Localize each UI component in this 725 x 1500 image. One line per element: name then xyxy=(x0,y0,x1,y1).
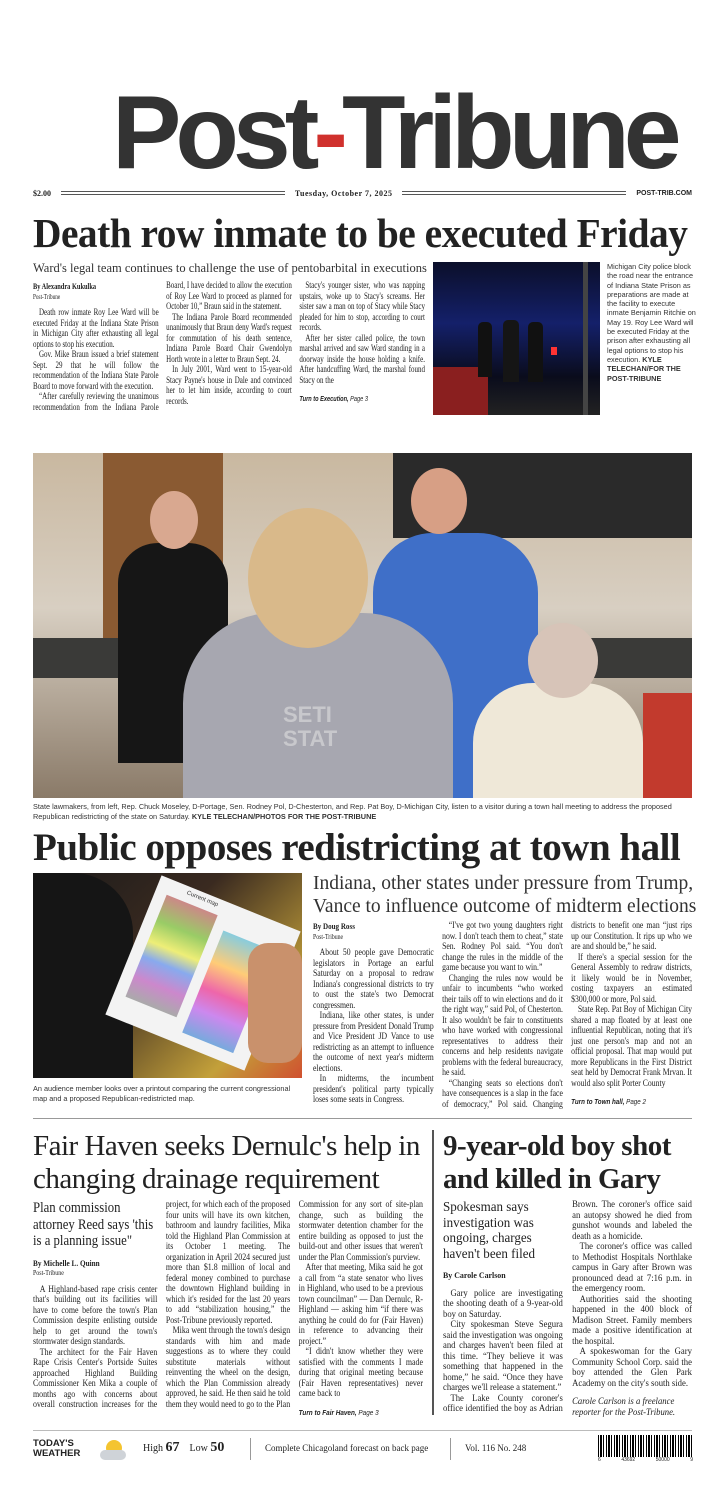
masthead-logo xyxy=(112,75,676,191)
shirt-text: SETI STAT xyxy=(283,702,338,751)
prison-photo xyxy=(433,262,600,415)
logo-part1: Post xyxy=(112,75,314,191)
section-divider xyxy=(33,1118,692,1119)
paragraph: About 50 people gave Democratic legislators in Portage an earful Saturday on a proposal to redraw Indiana's congressional districts to try to oust the state's two Democrat congressmen. xyxy=(313,948,434,1011)
story2-headline[interactable]: Public opposes redistricting at town hall xyxy=(33,826,681,869)
map-title: Current map xyxy=(185,890,219,909)
paragraph: In July 2001, Ward went to 15-year-old Stacy Payne's house in Dale and convinced her to let him inside, according to court records. xyxy=(166,365,292,407)
paragraph: Changing the rules now would be unfair to incumbents “who worked their tails off to win elections and do it the right way,” said Pol, of Chesterton. It also wouldn't be fair to constituents who have worked with congressional representatives to address their concerns and help residents navigate problems with the federal bureaucracy, he said. xyxy=(442,973,563,1078)
paragraph: If there's a special session for the General Assembly to redraw districts, it likely would be in November, costing taxpayers an estimated $300,000 or more, Pol said. xyxy=(571,952,692,1005)
temperature: High 67 Low 50 xyxy=(143,1440,225,1455)
byline-org: Post-Tribune xyxy=(313,932,344,941)
divider xyxy=(250,1438,251,1460)
paragraph: The coroner's office was called to Methodist Hospitals Northlake campus in Gary after Brown was pronounced dead at 7:16 p.m. in the emergency room. xyxy=(572,1242,692,1294)
story1-photo-caption: Michigan City police block the road near the entrance of Indiana State Prison as preparations are made at the facility to execute inmate Benjamin Ritchie on May 19. Roy Lee Ward will be executed Friday at the prison after exhausting all legal options to stop his execution. KYLE TELECHAN/FOR THE POST-TRIBUNE xyxy=(607,262,696,383)
paragraph: In midterms, the incumbent president's political party typically loses some seats in Congress. xyxy=(313,1074,434,1105)
paragraph: “Changing seats so elections don't have consequences is a slap in the face of democracy,” Pol said. Changing districts to benefit one man “just rips up our Constitution. It rips up who we are and should be,” he said. xyxy=(442,921,692,1110)
story1-deck: Ward's legal team continues to challenge the use of pentobarbital in executions xyxy=(33,261,427,275)
column-divider xyxy=(432,1130,434,1415)
issue-date: Tuesday, October 7, 2025 xyxy=(294,188,393,198)
paragraph: After that meeting, Mika said he got a call from “a state senator who lives in Highland, who used to be a previous town councilman” — Dan Dernulc, R-Highland — asking him “if there was anything he could do for (Fair Haven) in reference to advancing their project.” xyxy=(298,1263,423,1347)
story2-body xyxy=(313,921,692,1111)
paragraph: The architect for the Fair Haven Rape Crisis Center's Portside Suites approached Highland Building Commissioner Ken Mika a couple of months ago with concerns about overall construction increases for the project, for which each of the proposed four units will have its own kitchen, bathroom and laundry facilities, Mika told the Highland Plan Commission at its October 1 meeting. The organization in April 2024 secured just more than $1.8 million of local and federal money combined to purchase the downtown Highland building in which it's resided for the last 20 years to add “stabilization housing,” the Post-Tribune previously reported. xyxy=(33,1200,291,1410)
story1-body xyxy=(33,281,425,417)
story2-deck: Indiana, other states under pressure from Trump, Vance to influence outcome of midterm elections xyxy=(313,873,697,917)
paragraph: “I didn't know whether they were satisfied with the comments I made during that original meeting because (Fair Haven representatives) never came back to xyxy=(298,1347,423,1399)
main-photo-caption: State lawmakers, from left, Rep. Chuck Moseley, D-Portage, Sen. Rodney Pol, D-Chesterton, and Rep. Pat Boy, D-Michigan City, listen to a visitor during a town hall meeting to address the proposed Republican redistricting of the state on Saturday. KYLE TELECHAN/PHOTOS FOR THE POST-TRIBUNE xyxy=(33,802,672,821)
story4-deck: Spokesman says investigation was ongoing, charges haven't been filed xyxy=(443,1200,536,1262)
logo-dash: - xyxy=(313,75,343,191)
logo-part2: Tribune xyxy=(342,75,676,191)
story3-body xyxy=(33,1200,423,1418)
paragraph: Indiana, like other states, is under pressure from President Donald Trump and Vice President JD Vance to use redistricting as an attempt to influence the outcome of next year's midterm elections. xyxy=(313,1011,434,1074)
paragraph: Mika went through the town's design standards with him and made suggestions as to where they could substitute materials without reinventing the wheel on the design, which the Plan Commission already approved, he said. He then said he told them they would need to go to the Plan Commission for any sort of site-plan change, such as building the stormwater detention chamber for the entire building as opposed to just the build-out and other issues that weren't under the Plan Commission's purview. xyxy=(165,1200,423,1410)
weather-label: TODAY'S WEATHER xyxy=(33,1438,81,1459)
byline-org: Post-Tribune xyxy=(33,292,61,301)
paragraph: “After carefully reviewing the unanimous recommendation from the Indiana Parole Board, I have decided to allow the execution of Roy Lee Ward to proceed as planned for October 10,” Braun said in the statement. xyxy=(33,281,292,413)
paragraph: Stacy's younger sister, who was napping upstairs, woke up to Stacy's screams. Her sister saw a man on top of Stacy while Stacy pleaded for him to stop, according to court records. xyxy=(299,281,425,333)
map-printout-photo xyxy=(33,873,302,1078)
byline: By Carole Carlson xyxy=(443,1270,506,1280)
story2-photo-caption: An audience member looks over a printout comparing the current congressional map and a proposed Republican-redistricted map. xyxy=(33,1084,291,1103)
divider xyxy=(61,191,285,195)
dateline xyxy=(33,186,692,200)
author-tagline: Carole Carlson is a freelance reporter for the Post-Tribune. xyxy=(572,1397,676,1418)
story3-jump-link[interactable]: Turn to Fair Haven, Page 3 xyxy=(298,1407,379,1417)
paragraph: After her sister called police, the town marshal arrived and saw Ward standing in a doorway inside the house holding a knife. After handcuffing Ward, the marshal found Stacy on the xyxy=(299,333,425,386)
paragraph: A spokeswoman for the Gary Community School Corp. said the boy attended the Glen Park Academy on the city's south side. xyxy=(572,1347,692,1389)
website-link[interactable]: POST-TRIB.COM xyxy=(636,189,693,197)
byline: By Michelle L. Quinn xyxy=(33,1257,100,1268)
paragraph: Gov. Mike Braun issued a brief statement Sept. 29 that he will follow the recommendation of the Indiana State Parole Board to move forward with the execution. xyxy=(33,350,159,392)
paragraph: Gary police are investigating the shooting death of a 9-year-old boy on Saturday. xyxy=(443,1288,563,1320)
divider xyxy=(450,1438,451,1460)
town-hall-photo xyxy=(33,453,692,798)
forecast-note: Complete Chicagoland forecast on back page xyxy=(265,1443,429,1453)
barcode: 6 43692 50000 9 xyxy=(598,1435,693,1465)
paragraph: A Highland-based rape crisis center that's building out its facilities will have to come before the town's Plan Commission despite enlisting outside help to get around the town's stormwater design standards. xyxy=(33,1284,158,1347)
divider xyxy=(402,191,626,195)
story1-headline[interactable]: Death row inmate to be executed Friday xyxy=(33,210,688,256)
byline-org: Post-Tribune xyxy=(33,1269,64,1277)
story3-deck: Plan commission attorney Reed says 'this is a planning issue" xyxy=(33,1200,154,1249)
paragraph: The Indiana Parole Board recommended unanimously that Braun deny Ward's request for commutation of his death sentence, Indiana Parole Board Chair Gwendolyn Horth wrote in a letter to Braun Sept. 24. xyxy=(166,312,292,365)
footer-divider xyxy=(33,1430,692,1431)
paragraph: State Rep. Pat Boy of Michigan City shared a map floated by at least one influential Republican, noting that it's just one person's map and not an official proposal. That map would put more Republicans in the First District seat held by Democrat Frank Mrvan. It would also split Porter County xyxy=(571,1005,692,1089)
partly-cloudy-icon xyxy=(98,1438,128,1462)
story4-body xyxy=(443,1200,692,1418)
story2-jump-link[interactable]: Turn to Town hall, Page 2 xyxy=(571,1097,646,1106)
byline: By Doug Ross xyxy=(313,921,355,931)
byline: By Alexandra Kukulka xyxy=(33,281,97,291)
paragraph: City spokesman Steve Segura said the investigation was ongoing and charges haven't been filed at this time. “They believe it was something that happened in the home,” he said. “Once they have charges we'll release a statement.” xyxy=(443,1320,563,1393)
paragraph: Death row inmate Roy Lee Ward will be executed Friday at the Indiana State Prison in Michigan City after exhausting all legal options to stop his execution. xyxy=(33,308,159,350)
price: $2.00 xyxy=(33,188,51,198)
story4-headline[interactable]: 9-year-old boy shot and killed in Gary xyxy=(443,1130,671,1195)
paragraph: The Lake County coroner's office identified the boy as Adrian Brown. The coroner's office said an autopsy showed he died from gunshot wounds and labeled the death as a homicide. xyxy=(443,1200,692,1414)
paragraph: Authorities said the shooting happened in the 400 block of Madison Street. Family members made a positive identification at the hospital. xyxy=(572,1294,692,1347)
volume-number: Vol. 116 No. 248 xyxy=(465,1443,527,1453)
story3-headline[interactable]: Fair Haven seeks Dernulc's help in changing drainage requirement xyxy=(33,1130,420,1195)
paragraph: “I've got two young daughters right now. I don't teach them to cheat,” state Sen. Rodney Pol said. “You don't change the rules in the middle of the game because you want to win.” xyxy=(442,921,563,973)
story1-jump-link[interactable]: Turn to Execution, Page 3 xyxy=(299,394,369,403)
